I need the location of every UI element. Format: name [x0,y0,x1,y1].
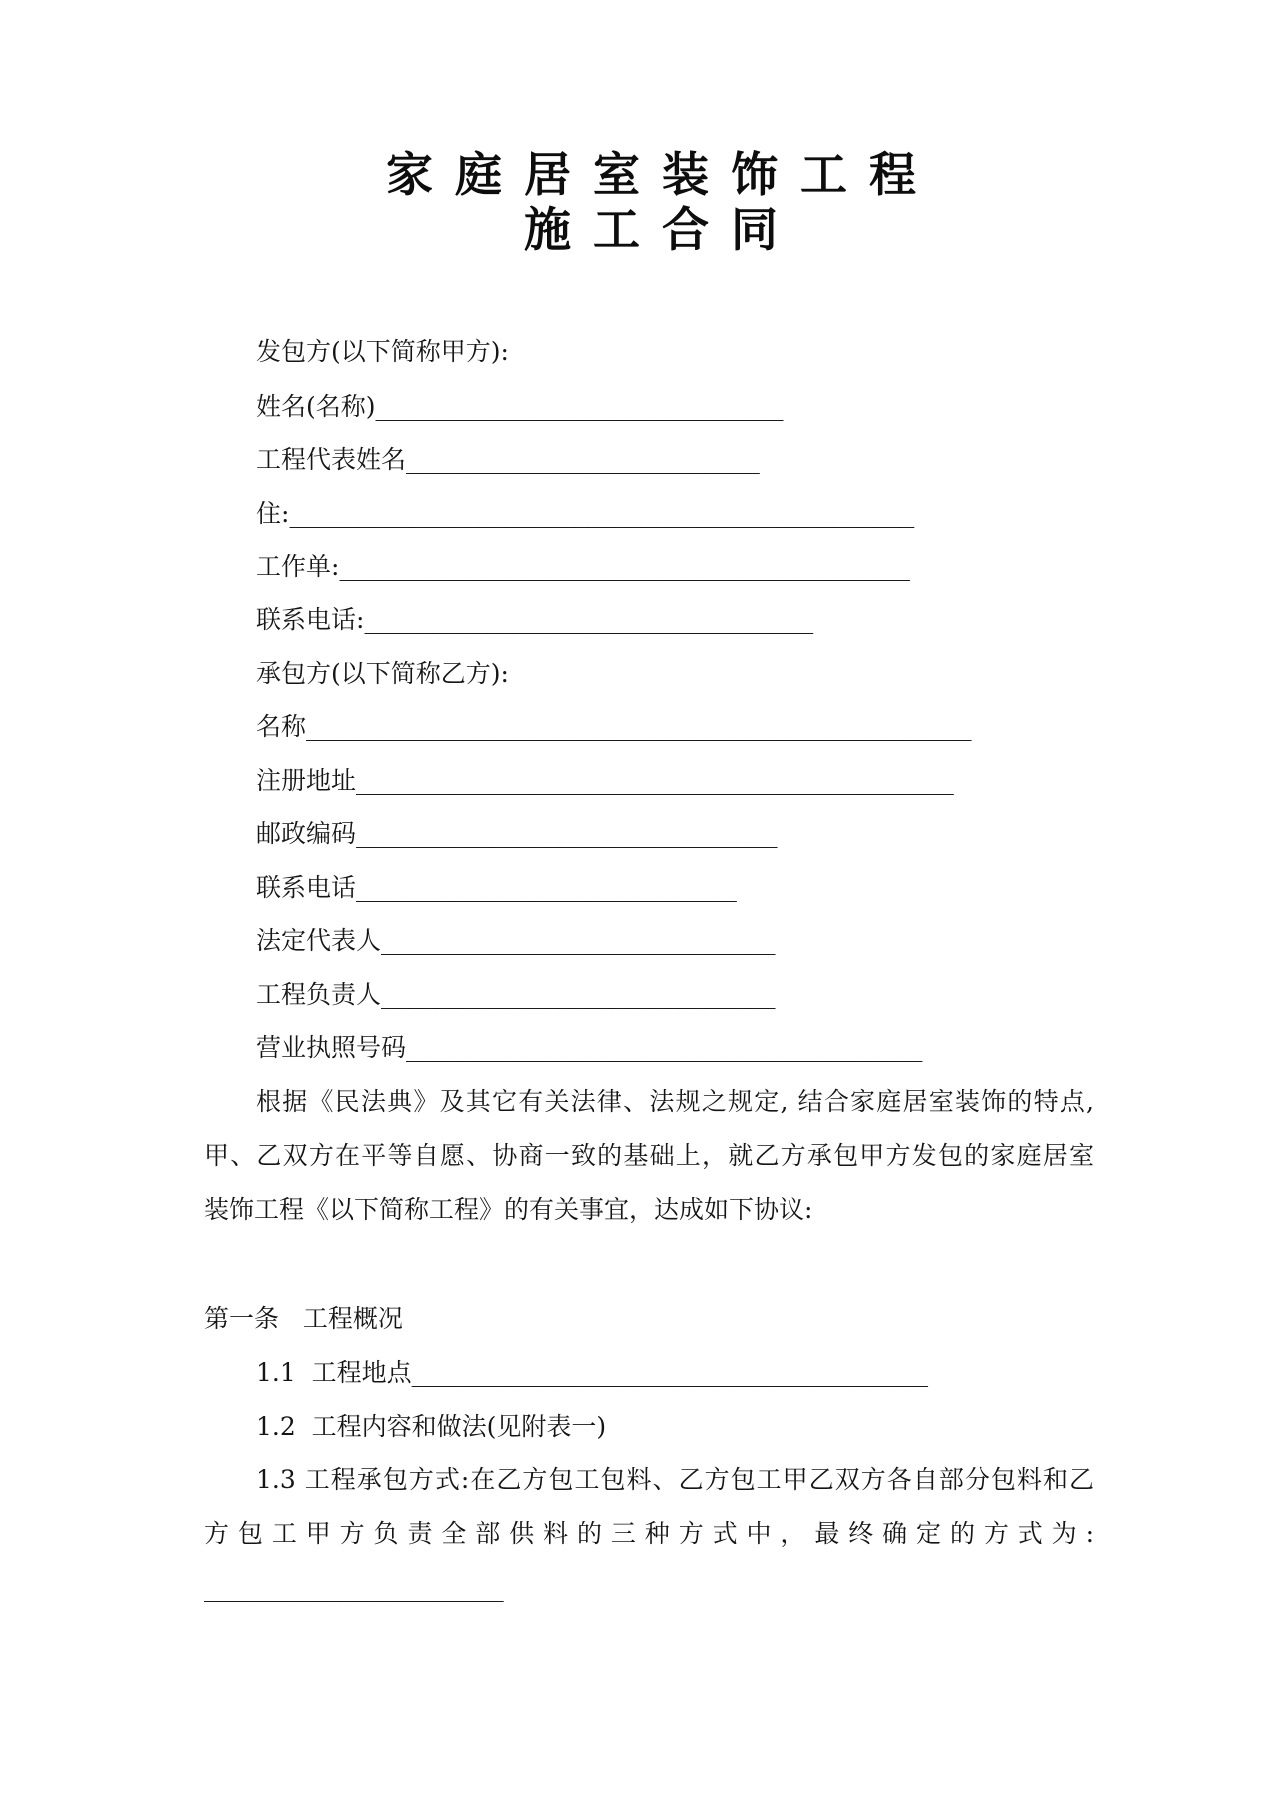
party-a-work-unit-label: 工作单: [256,552,340,581]
party-b-manager-field[interactable]: _____________________________ [381,980,775,1009]
party-a-rep-field[interactable]: __________________________ [406,445,759,474]
party-b-reg-address-label: 注册地址 [256,766,357,795]
intro-line-3: 装饰工程《以下简称工程》的有关事宜，达成如下协议: [204,1195,813,1224]
party-a-phone-row [256,603,812,637]
party-b-manager-row [256,978,774,1012]
party-b-name-field[interactable]: _________________________________________________ [306,712,971,741]
article-1-item-3-line-2: 方包工甲方负责全部供料的三种方式中，最终确定的方式为: [204,1519,1094,1548]
party-b-reg-address-row [256,764,952,798]
party-b-heading: 承包方(以下简称乙方): [256,659,509,688]
party-b-license-label: 营业执照号码 [256,1033,407,1062]
party-b-reg-address-field[interactable]: ____________________________________________ [356,766,953,795]
intro-paragraph [204,1075,1094,1237]
party-b-name-label: 名称 [256,712,307,741]
party-b-license-field[interactable]: ______________________________________ [406,1033,921,1062]
party-a-address-label: 住: [256,499,290,528]
article-1-item-3-line-1: 1.3 工程承包方式:在乙方包工包料、乙方包工甲乙双方各自部分包料和乙 [256,1465,1094,1494]
article-1-item-3-field[interactable]: ______________________ [204,1573,503,1602]
party-b-legal-rep-label: 法定代表人 [256,926,382,955]
article-1-item-1-row [256,1356,927,1390]
article-1-item-3 [204,1453,1094,1615]
party-a-rep-row [256,443,758,477]
contract-title-line2: 施工合同 [524,203,800,258]
party-b-license-row [256,1031,921,1065]
party-a-address-field[interactable]: ______________________________________________ [289,499,913,528]
intro-line-2: 甲、乙双方在平等自愿、协商一致的基础上，就乙方承包甲方发包的家庭居室 [204,1141,1094,1170]
party-b-legal-rep-row [256,924,774,958]
party-b-phone-field[interactable]: ____________________________ [356,873,736,902]
contract-title-line1: 家庭居室装饰工程 [386,148,938,203]
party-a-work-unit-row [256,550,909,584]
party-b-postcode-field[interactable]: _______________________________ [356,819,777,848]
party-a-phone-label: 联系电话: [256,605,365,634]
article-1-item-1-label: 1.1 工程地点 [256,1358,412,1387]
party-b-phone-row [256,871,735,905]
article-1-item-2: 1.2 工程内容和做法(见附表一) [256,1412,607,1441]
party-a-rep-label: 工程代表姓名 [256,445,407,474]
party-a-address-row [256,497,913,531]
party-b-manager-label: 工程负责人 [256,980,382,1009]
party-b-postcode-label: 邮政编码 [256,819,357,848]
party-b-name-row [256,710,970,744]
party-a-heading: 发包方(以下简称甲方): [256,337,509,366]
party-a-name-row [256,390,782,424]
article-1-item-1-field[interactable]: ______________________________________ [411,1358,927,1387]
intro-line-1: 根据《民法典》及其它有关法律、法规之规定, 结合家庭居室装饰的特点, [256,1087,1094,1116]
party-a-name-field[interactable]: ______________________________ [375,392,783,421]
party-b-phone-label: 联系电话 [256,873,357,902]
article-1-heading: 第一条 工程概况 [204,1304,403,1333]
party-b-legal-rep-field[interactable]: _____________________________ [381,926,775,955]
party-b-postcode-row [256,817,776,851]
party-a-work-unit-field[interactable]: __________________________________________ [339,552,909,581]
party-a-phone-field[interactable]: _________________________________ [364,605,812,634]
party-a-name-label: 姓名(名称) [256,392,376,421]
